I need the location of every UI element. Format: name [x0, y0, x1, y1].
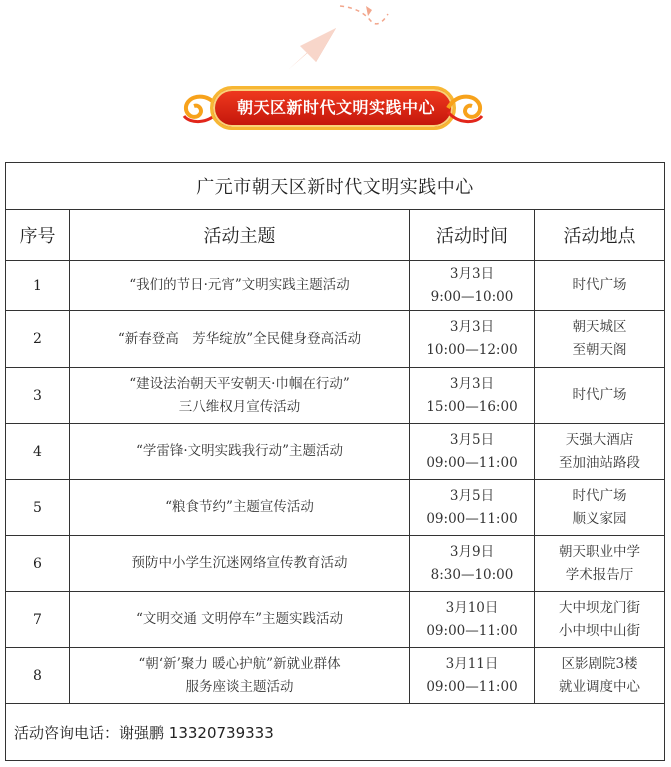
- table-row: [6, 480, 665, 536]
- row-place: 朝天职业中学 学术报告厅: [535, 536, 665, 592]
- table-row: [6, 648, 665, 704]
- row-time: 3月11日 09:00—11:00: [410, 648, 535, 704]
- row-topic: “我们的节日·元宵”文明实践主题活动: [70, 261, 410, 311]
- row-place: 天强大酒店 至加油站路段: [535, 424, 665, 480]
- table-row: [6, 311, 665, 368]
- row-time: 3月5日 09:00—11:00: [410, 480, 535, 536]
- row-place: 大中坝龙门街 小中坝中山街: [535, 592, 665, 648]
- row-index: 1: [6, 261, 70, 311]
- header-time: 活动时间: [410, 210, 535, 261]
- title-banner: [180, 84, 486, 132]
- header-decoration: [0, 0, 671, 150]
- row-time: 3月3日 15:00—16:00: [410, 368, 535, 424]
- row-time: 3月3日 10:00—12:00: [410, 311, 535, 368]
- header-topic: 活动主题: [70, 210, 410, 261]
- table-title: 广元市朝天区新时代文明实践中心: [6, 163, 665, 210]
- table-row: [6, 536, 665, 592]
- contact-phone: 活动咨询电话：谢强鹏 13320739333: [6, 704, 665, 761]
- row-topic: “粮食节约”主题宣传活动: [70, 480, 410, 536]
- row-topic: “学雷锋·文明实践我行动”主题活动: [70, 424, 410, 480]
- header-place: 活动地点: [535, 210, 665, 261]
- activity-table: [5, 162, 665, 761]
- row-index: 4: [6, 424, 70, 480]
- table-row: [6, 368, 665, 424]
- row-topic: “朝‘新’聚力 暖心护航”新就业群体 服务座谈主题活动: [70, 648, 410, 704]
- table-row: [6, 424, 665, 480]
- paper-plane-icon: [270, 0, 400, 80]
- row-time: 3月3日 9:00—10:00: [410, 261, 535, 311]
- table-row: [6, 592, 665, 648]
- row-topic: “建设法治朝天平安朝天·巾帼在行动” 三八维权月宣传活动: [70, 368, 410, 424]
- banner-label: 朝天区新时代文明实践中心: [236, 98, 435, 117]
- row-time: 3月10日 09:00—11:00: [410, 592, 535, 648]
- row-place: 区影剧院3楼 就业调度中心: [535, 648, 665, 704]
- row-place: 时代广场: [535, 368, 665, 424]
- row-index: 7: [6, 592, 70, 648]
- row-topic: 预防中小学生沉迷网络宣传教育活动: [70, 536, 410, 592]
- row-index: 5: [6, 480, 70, 536]
- banner-pill: [210, 86, 456, 130]
- row-place: 时代广场 顺义家园: [535, 480, 665, 536]
- row-place: 朝天城区 至朝天阁: [535, 311, 665, 368]
- row-place: 时代广场: [535, 261, 665, 311]
- row-topic: “新春登高 芳华绽放”全民健身登高活动: [70, 311, 410, 368]
- row-index: 2: [6, 311, 70, 368]
- row-index: 8: [6, 648, 70, 704]
- header-index: 序号: [6, 210, 70, 261]
- row-topic: “文明交通 文明停车”主题实践活动: [70, 592, 410, 648]
- row-index: 3: [6, 368, 70, 424]
- table-row: [6, 261, 665, 311]
- row-time: 3月9日 8:30—10:00: [410, 536, 535, 592]
- cloud-ornament-icon: [446, 90, 486, 126]
- row-time: 3月5日 09:00—11:00: [410, 424, 535, 480]
- row-index: 6: [6, 536, 70, 592]
